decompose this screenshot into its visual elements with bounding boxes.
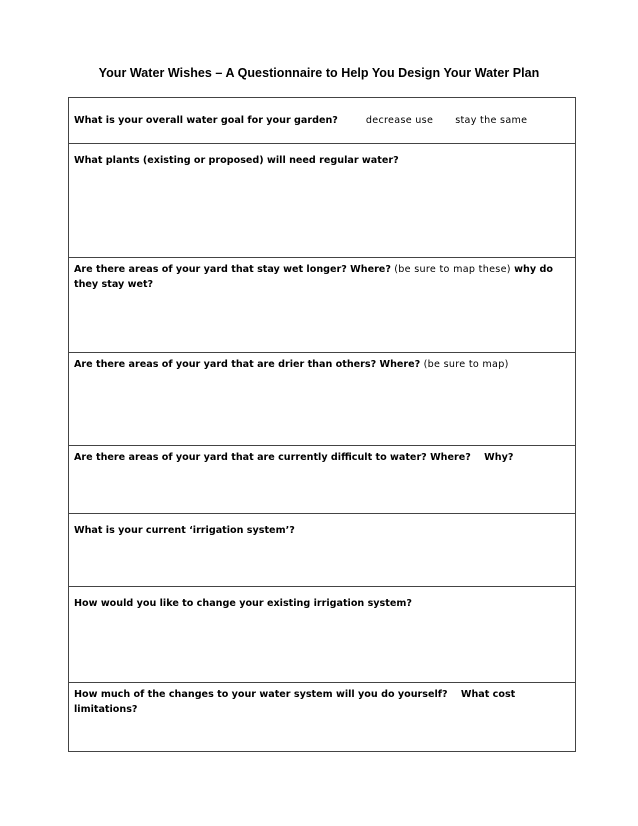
row-plants[interactable] [69,144,575,258]
plants-question: What plants (existing or proposed) will need regular water? [74,155,399,166]
row-diy[interactable] [69,683,575,751]
cost-limitations-question: What cost limitations? [74,689,516,715]
page-title: Your Water Wishes – A Questionnaire to Help You Design Your Water Plan [98,66,540,80]
current-irrigation-question: What is your current ‘irrigation system’? [74,525,295,536]
row-wet-areas[interactable] [69,258,575,353]
dry-areas-question: Are there areas of your yard that are drier than others? Where? [74,359,421,370]
dry-areas-note: (be sure to map) [423,359,509,370]
questionnaire-table [68,97,576,752]
row-dry-areas[interactable] [69,353,575,446]
row-current-irrigation[interactable] [69,514,575,587]
diy-question: How much of the changes to your water system will you do yourself? [74,689,448,700]
option-decrease-use[interactable]: decrease use [365,115,434,126]
row-water-goal [69,98,575,144]
wet-areas-question-why: why do they stay wet? [74,264,553,290]
row-change-irrigation[interactable] [69,587,575,683]
option-stay-the-same[interactable]: stay the same [455,115,528,126]
wet-areas-question: Are there areas of your yard that stay wet longer? Where? [74,264,391,275]
change-irrigation-question: How would you like to change your existing irrigation system? [74,598,412,609]
difficult-areas-question-why: Why? [484,452,514,463]
row-difficult-areas[interactable] [69,446,575,514]
water-goal-question: What is your overall water goal for your garden? [74,115,338,126]
wet-areas-note: (be sure to map these) [394,264,511,275]
difficult-areas-question: Are there areas of your yard that are currently difficult to water? Where? [74,452,471,463]
